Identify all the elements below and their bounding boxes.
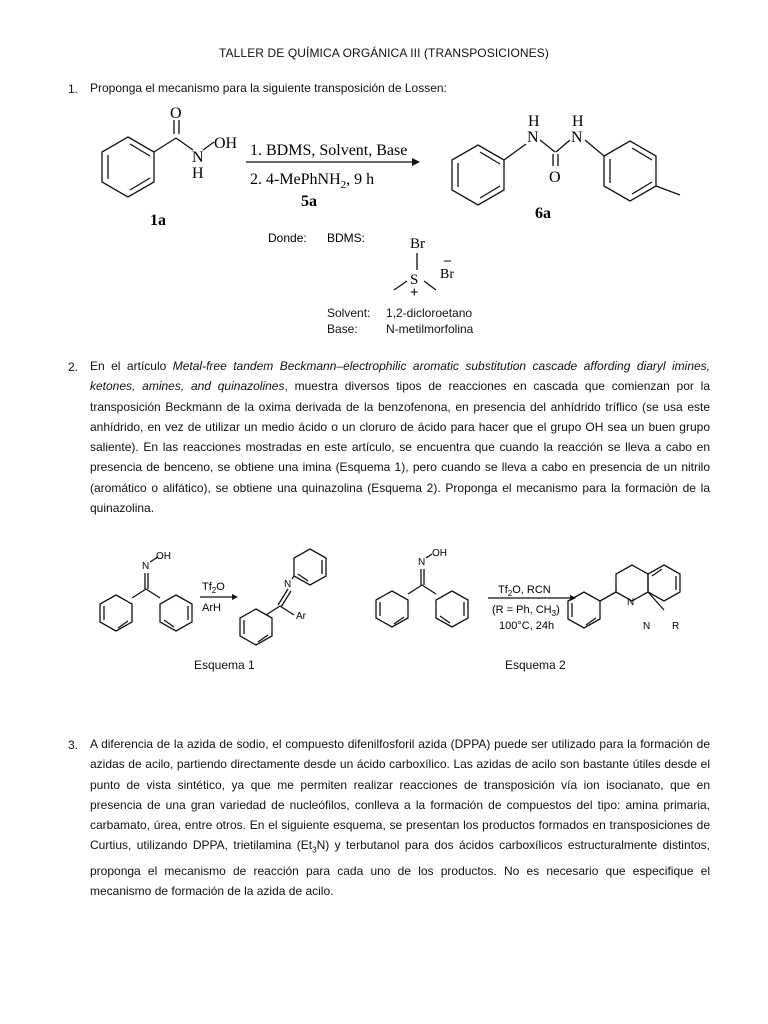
bdms-structure — [394, 236, 454, 301]
atom-nitrogen: N — [527, 129, 539, 146]
base-value: N-metilmorfolina — [386, 322, 474, 336]
donde-label: Donde: — [268, 231, 307, 245]
scheme-2-quinazoline-product — [568, 565, 680, 632]
reagent-line-2: 2. 4-MePhNH$_2$, 9 h — [250, 171, 375, 191]
scheme-2-reagent-mid: (R = Ph, $CH_3$) — [492, 604, 560, 618]
svg-text:N: N — [142, 561, 150, 572]
bond — [203, 142, 214, 150]
product-toluene-ring — [604, 141, 656, 201]
scheme-1-label: Esquema 1 — [194, 658, 255, 672]
methyl-bond — [656, 186, 680, 195]
base-label: Base: — [327, 322, 358, 336]
atom-hydrogen: H — [192, 165, 204, 182]
scheme-1-oxime — [100, 551, 192, 631]
bdms-label: BDMS: — [327, 231, 366, 245]
atom-oxygen: O — [549, 169, 561, 186]
bond — [556, 140, 570, 152]
question-3-number: 3. — [68, 738, 79, 752]
svg-text:N: N — [627, 597, 635, 608]
arrow-head-icon — [412, 158, 420, 166]
scheme-2-oxime — [376, 548, 468, 627]
reagent-line-1: 1. BDMS, Solvent, Base — [250, 142, 408, 159]
atom-hydrogen: H — [528, 113, 540, 130]
svg-text:N: N — [284, 579, 292, 590]
solvent-value: 1,2-dicloroetano — [386, 306, 473, 320]
atom-hydroxyl: OH — [214, 135, 238, 152]
question-2-text: En el artículo Metal-free tandem Beckmann–electrophilic aromatic substitution cascade affording diaryl imines, ketones, amines, and quinazolines, muestra diversos tipos de reacciones en cascada que comienzan por la transposición Beckmann de la oxima derivada de la benzofenona, en presencia del anhídrido tríflico (se usa este anhídrido, en vez de utilizar un medio ácido o un cloruro de ácido para hacer que el grupo OH sea un buen grupo saliente). En las reacciones mostradas en este artículo, se encuentra que cuando la reacción se lleva a cabo en presencia de benceno, se obtiene una imina (Esquema 1), pero cuando se lleva a cabo en presencia de un nitrilo (aromático o alifático), se obtiene una quinazolina (Esquema 2). Proponga el mecanismo para la formación de la quinazolina. — [90, 359, 711, 516]
bond — [176, 138, 193, 150]
svg-text:Ar: Ar — [296, 611, 306, 622]
svg-text:R: R — [672, 621, 680, 632]
svg-text:OH: OH — [156, 551, 171, 562]
bdms-minus-charge: – — [444, 253, 451, 268]
atom-oxygen: O — [170, 105, 182, 122]
lossen-reaction-scheme — [0, 100, 768, 350]
solvent-label: Solvent: — [327, 306, 371, 320]
reagent-label: 5a — [301, 193, 317, 210]
reactant-label: 1a — [150, 212, 166, 229]
product-benzene-ring-left — [452, 145, 504, 205]
bdms-bromine-2: Br — [440, 267, 454, 282]
question-1-number: 1. — [68, 82, 79, 96]
question-3-text: A diferencia de la azida de sodio, el compuesto difenilfosforil azida (DPPA) puede ser utilizado para la formación de azidas de acilo, partiendo directamente desde un ácido carboxílico. Las azidas de acilo son bastante útiles desde el punto de vista sintético, ya que me permiten realizar reacciones de transposición vía ion isocianato, que en presencia de una gran variedad de nucleófilos, conlleva a la formación de compuestos del tipo: amina primaria, carbamato, úrea, entre otros. En el siguiente esquema, se presentan los productos formados en transposiciones de Curtius, utilizando DPPA, trietilamina $(Et_3N)$ y terbutanol para dos ácidos carboxílicos estructuralmente distintos, proponga el mecanismo de reacción para cada uno de los productos. No es necesario que especifique el mecanismo de formación de la azida de acilo. — [90, 737, 710, 899]
question-1-text: Proponga el mecanismo para la siguiente transposición de Lossen: — [90, 81, 447, 95]
bond — [585, 140, 604, 156]
bond — [504, 144, 526, 160]
product-label: 6a — [535, 205, 551, 222]
scheme-1-reagent-bottom: ArH — [202, 602, 221, 614]
beckmann-schemes — [0, 535, 768, 650]
bdms-sulfur: S — [410, 272, 419, 288]
bond — [154, 138, 176, 152]
bdms-bromine-1: Br — [410, 236, 425, 252]
atom-nitrogen: N — [571, 129, 583, 146]
bond — [540, 140, 555, 152]
scheme-2-reagent-bottom: 100°C, 24h — [499, 620, 555, 632]
atom-hydrogen: H — [572, 113, 584, 130]
reactant-benzene-ring — [102, 137, 154, 197]
bdms-plus-charge: + — [410, 285, 419, 301]
svg-text:OH: OH — [432, 548, 447, 559]
arrow-head-icon — [232, 594, 238, 600]
article-title: Metal-free tandem Beckmann–electrophilic aromatic substitution cascade affording diaryl imines, ketones, amines, and quinazolines — [90, 359, 710, 394]
svg-text:N: N — [418, 557, 426, 568]
scheme-1-reagent-top: $Tf_2O$ — [202, 581, 225, 595]
question-2-number: 2. — [68, 360, 79, 374]
svg-text:N: N — [643, 621, 651, 632]
page-title: TALLER DE QUÍMICA ORGÁNICA III (TRANSPOSICIONES) — [219, 46, 549, 60]
scheme-2-reagent-top: $Tf_2O$, RCN — [498, 584, 551, 598]
scheme-2-label: Esquema 2 — [505, 658, 566, 672]
scheme-1-imine-product — [240, 549, 326, 645]
atom-nitrogen: N — [192, 149, 204, 166]
